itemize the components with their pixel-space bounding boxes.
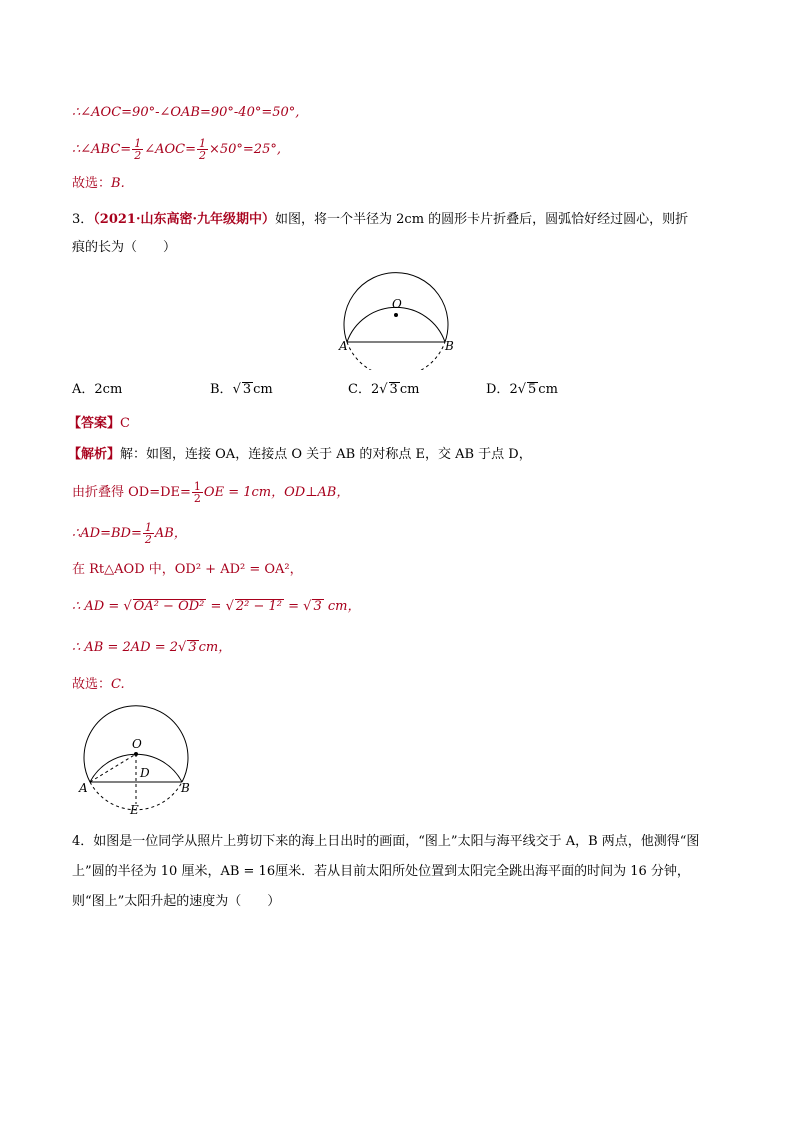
analysis-2-start: 由折叠得 OD=DE= [72, 485, 191, 500]
analysis-2-frac-den: 2 [193, 492, 201, 505]
label-o: O [392, 297, 402, 311]
figure-solution-circle [75, 700, 205, 815]
frac-den-2: 2 [198, 149, 206, 162]
analysis-3-fraction [143, 522, 154, 545]
question-3-text-1: 如图，将一个半径为 2cm 的圆形卡片折叠后，圆弧恰好经过圆心，则折 [275, 212, 689, 227]
option-b-label: B． [210, 382, 233, 397]
choose-label: 故选： [72, 176, 112, 191]
question-4-line-1: 4．如图是一位同学从照片上剪切下来的海上日出时的画面，“图上”太阳与海平线交于 A，B 两点，他测得“图 [72, 834, 700, 849]
question-3-source: （2021·山东高密·九年级期中） [93, 212, 276, 227]
analysis-line-1 [68, 445, 532, 465]
solution-line-abc [72, 138, 281, 161]
analysis-5-radicand-1: OA² − OD² [133, 599, 205, 614]
choose-value-c: C. [111, 677, 125, 692]
answer-line [68, 414, 130, 434]
analysis-6-start: ∴ AB = 2AD = 2 [72, 640, 179, 655]
sol-label-e: E [130, 803, 139, 815]
choose-value: B. [111, 176, 125, 191]
choose-line-c [72, 675, 125, 695]
option-d-unit: cm [538, 382, 558, 397]
option-a [72, 378, 122, 397]
frac-num-2: 1 [198, 137, 206, 150]
fraction-one-half-2 [197, 138, 208, 161]
option-d: D．2√ 5 cm [486, 382, 558, 397]
analysis-line-2 [72, 481, 349, 504]
question-3-line-2: 痕的长为（ ） [72, 240, 177, 255]
option-c-unit: cm [399, 382, 420, 397]
analysis-5-eq-1: = [206, 599, 226, 614]
analysis-label: 【解析】 [68, 447, 121, 462]
choose-line-b [72, 174, 125, 194]
option-b-unit: cm [253, 382, 273, 397]
analysis-6-unit: cm， [198, 640, 232, 655]
solution-line-aoc: ∴∠AOC=90°-∠OAB=90°-40°=50°, [72, 105, 300, 120]
analysis-line-3 [72, 522, 187, 545]
analysis-5-radicand-3: 3 [313, 599, 322, 614]
label-b: B [445, 339, 454, 353]
sol-label-d: D [140, 766, 150, 780]
option-d-radicand: 5 [528, 382, 537, 397]
analysis-5-start: ∴ AD = [72, 599, 124, 614]
frac-den: 2 [134, 149, 142, 162]
option-c-coef: 2 [370, 382, 380, 397]
analysis-line-4: 在 Rt△AOD 中，OD² + AD² = OA²， [72, 562, 303, 577]
sol-segment-oa [90, 754, 136, 782]
choose-label-c: 故选： [72, 677, 112, 692]
abc-text-mid: ∠AOC= [144, 142, 196, 157]
analysis-line-5: ∴ AD = √ OA² − OD² = √ 2² − 1² = √ 3 cm， [72, 599, 361, 614]
analysis-2-end: OE = 1cm，OD⊥AB， [203, 485, 350, 500]
sol-label-b: B [181, 781, 190, 795]
abc-text-end: ×50°=25°, [208, 142, 281, 157]
question-3-line-1 [72, 210, 688, 230]
sol-label-a: A [79, 781, 88, 795]
answer-value: C [120, 416, 130, 431]
figure-folded-circle [335, 260, 465, 370]
option-c-radicand: 3 [389, 382, 398, 397]
question-4-line-2: 上”圆的半径为 10 厘米，AB = 16厘米．若从目前太阳所处位置到太阳完全跳出海平面的时间为 16 分钟， [72, 864, 690, 879]
option-b: B．√ 3 cm [210, 382, 273, 397]
analysis-text-1: 解：如图，连接 OA，连接点 O 关于 AB 的对称点 E，交 AB 于点 D， [120, 447, 532, 462]
folded-arc [347, 307, 445, 342]
analysis-5-unit: cm， [323, 599, 361, 614]
analysis-6-radicand: 3 [188, 640, 197, 655]
sol-center-point [134, 752, 138, 756]
sol-label-o: O [132, 737, 142, 751]
option-a-value: 2cm [94, 382, 123, 397]
fraction-one-half [132, 138, 143, 161]
analysis-3-start: ∴AD=BD= [72, 526, 142, 541]
analysis-2-fraction [192, 481, 203, 504]
analysis-2-frac-num: 1 [193, 480, 201, 493]
option-c-label: C． [348, 382, 371, 397]
option-a-label: A． [72, 382, 95, 397]
analysis-3-frac-num: 1 [144, 521, 152, 534]
answer-label: 【答案】 [68, 416, 121, 431]
analysis-3-end: AB， [154, 526, 187, 541]
question-3-number: 3． [72, 212, 94, 227]
abc-text-start: ∴∠ABC= [72, 142, 132, 157]
analysis-3-frac-den: 2 [144, 533, 152, 546]
option-c: C．2√ 3 cm [348, 382, 420, 397]
option-d-label: D． [486, 382, 510, 397]
analysis-5-radicand-2: 2² − 1² [235, 599, 282, 614]
option-b-radicand: 3 [242, 382, 252, 397]
analysis-line-6: ∴ AB = 2AD = 2√ 3 cm， [72, 640, 232, 655]
label-a: A [339, 339, 348, 353]
center-point [394, 313, 398, 317]
analysis-5-eq-2: = [283, 599, 304, 614]
question-4-line-3: 则“图上”太阳升起的速度为（ ） [72, 894, 281, 909]
frac-num: 1 [134, 137, 142, 150]
option-d-coef: 2 [509, 382, 518, 397]
dashed-arc [347, 342, 445, 370]
